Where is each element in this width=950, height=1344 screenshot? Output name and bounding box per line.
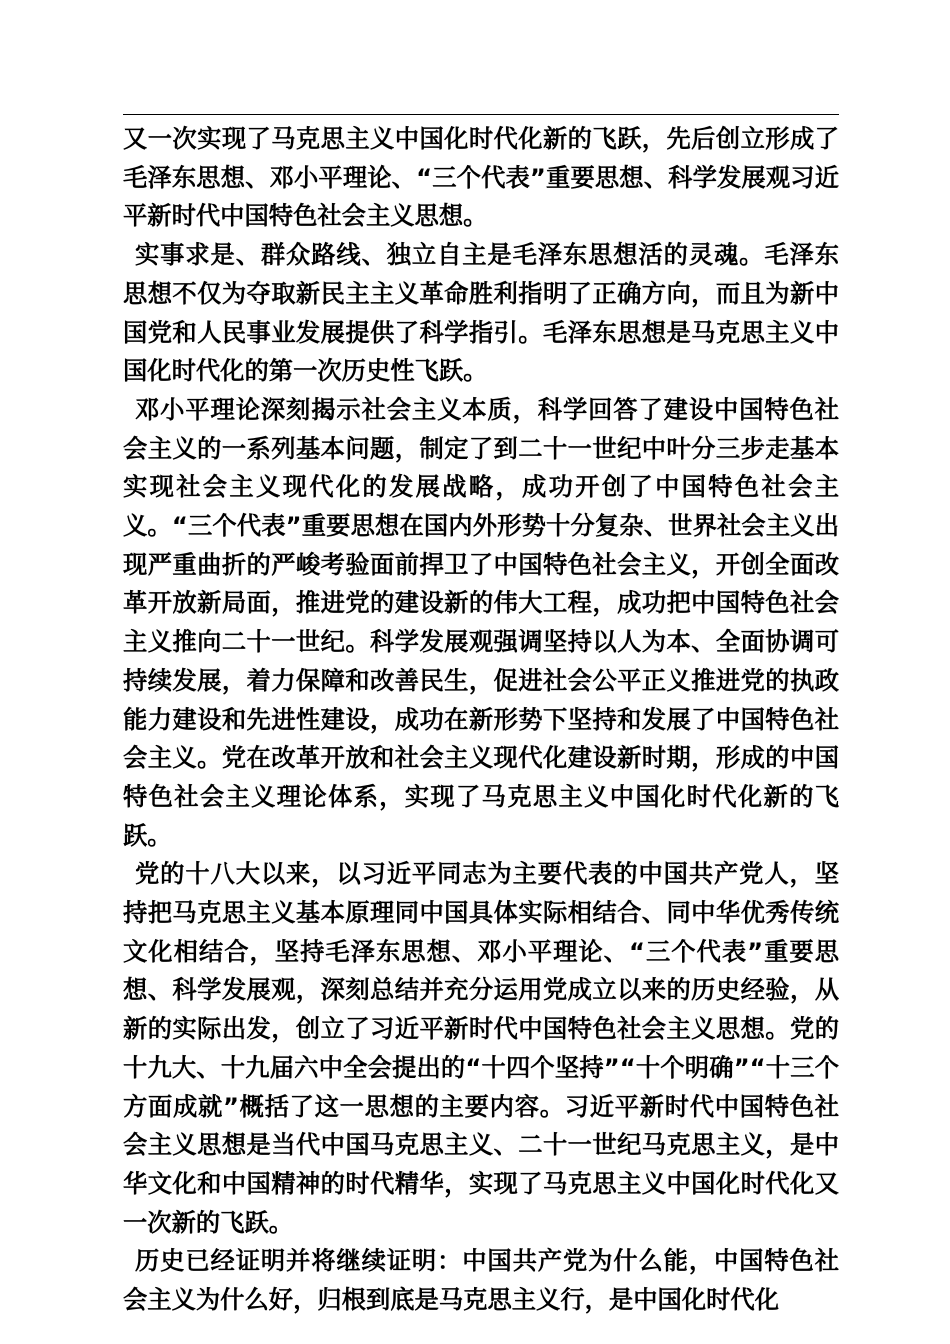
paragraph-1: 又一次实现了马克思主义中国化时代化新的飞跃，先后创立形成了毛泽东思想、邓小平理论、“三个代表”重要思想、科学发展观习近平新时代中国特色社会主义思想。 [123, 124, 839, 231]
document-body [123, 120, 839, 1320]
header-divider [123, 114, 839, 115]
paragraph-5: 历史已经证明并将继续证明：中国共产党为什么能，中国特色社会主义为什么好，归根到底是马克思主义行，是中国化时代化 [123, 1246, 839, 1315]
paragraph-2: 实事求是、群众路线、独立自主是毛泽东思想活的灵魂。毛泽东思想不仅为夺取新民主主义革命胜利指明了正确方向，而且为新中国党和人民事业发展提供了科学指引。毛泽东思想是马克思主义中国化时代化的第一次历史性飞跃。 [123, 240, 839, 386]
paragraph-4: 党的十八大以来，以习近平同志为主要代表的中国共产党人，坚持把马克思主义基本原理同中国具体实际相结合、同中华优秀传统文化相结合，坚持毛泽东思想、邓小平理论、“三个代表”重要思想、科学发展观，深刻总结并充分运用党成立以来的历史经验，从新的实际出发，创立了习近平新时代中国特色社会主义思想。党的十九大、十九届六中全会提出的“十四个坚持”“十个明确”“十三个方面成就”概括了这一思想的主要内容。习近平新时代中国特色社会主义思想是当代中国马克思主义、二十一世纪马克思主义，是中华文化和中国精神的时代精华，实现了马克思主义中国化时代化又一次新的飞跃。 [123, 859, 839, 1237]
paragraph-3: 邓小平理论深刻揭示社会主义本质，科学回答了建设中国特色社会主义的一系列基本问题，制定了到二十一世纪中叶分三步走基本实现社会主义现代化的发展战略，成功开创了中国特色社会主义。“三个代表”重要思想在国内外形势十分复杂、世界社会主义出现严重曲折的严峻考验面前捍卫了中国特色社会主义，开创全面改革开放新局面，推进党的建设新的伟大工程，成功把中国特色社会主义推向二十一世纪。科学发展观强调坚持以人为本、全面协调可持续发展，着力保障和改善民生，促进社会公平正义推进党的执政能力建设和先进性建设，成功在新形势下坚持和发展了中国特色社会主义。党在改革开放和社会主义现代化建设新时期，形成的中国特色社会主义理论体系，实现了马克思主义中国化时代化新的飞跃。 [123, 394, 839, 850]
